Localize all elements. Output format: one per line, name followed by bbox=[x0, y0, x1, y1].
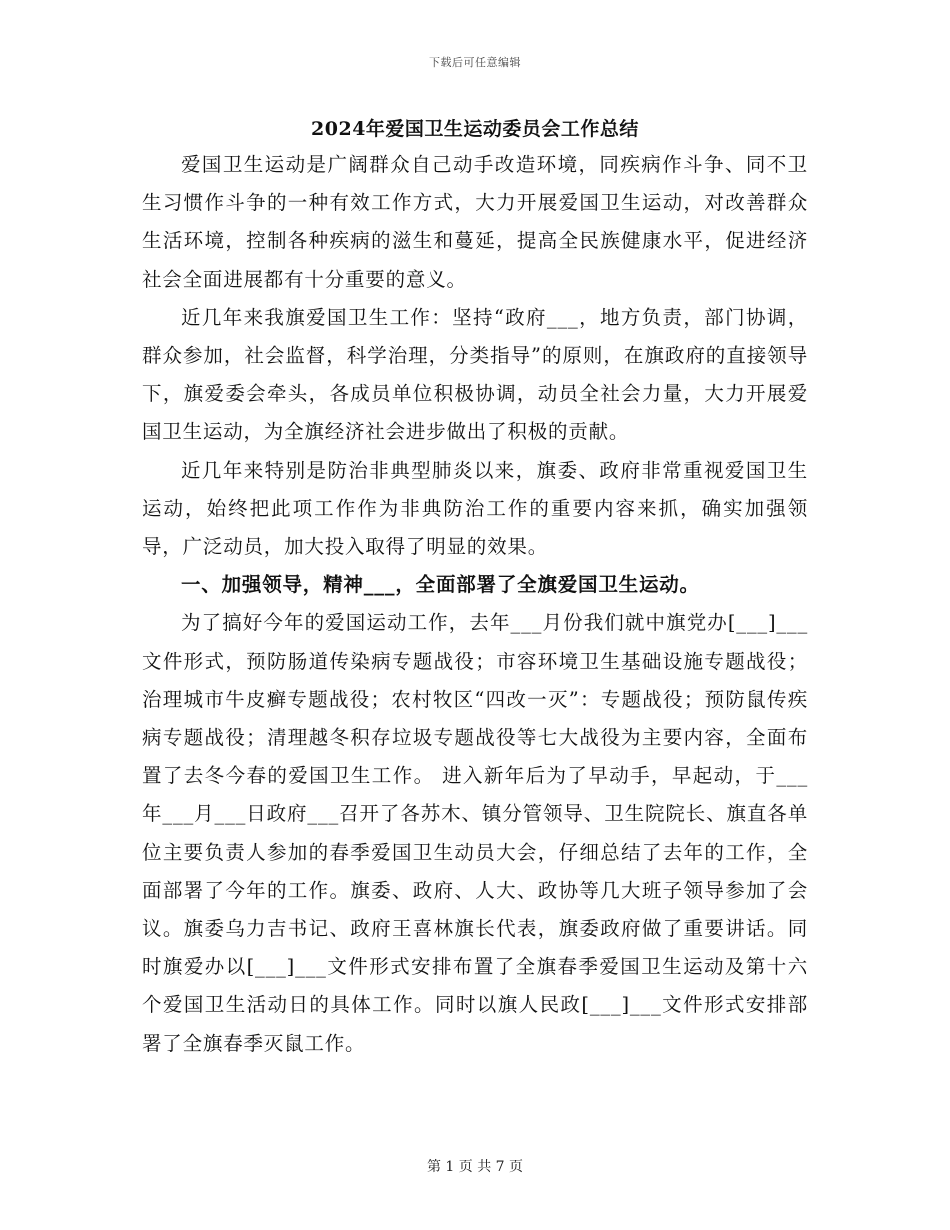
header-note: 下载后可任意编辑 bbox=[429, 56, 521, 69]
section-heading-1: 一、加强领导，精神___，全面部署了全旗爱国卫生运动。 bbox=[181, 573, 700, 597]
document-body bbox=[142, 146, 808, 1063]
paragraph-intro: 爱国卫生运动是广阔群众自己动手改造环境，同疾病作斗争、同不卫生习惯作斗争的一种有效工作方式，大力开展爱国卫生运动，对改善群众生活环境，控制各种疾病的滋生和蔓延，提高全民族健康水平，促进经济社会全面进展都有十分重要的意义。 bbox=[142, 153, 808, 291]
paragraph-principles: 近几年来我旗爱国卫生工作：坚持“政府___，地方负责，部门协调，群众参加，社会监督，科学治理，分类指导”的原则，在旗政府的直接领导下，旗爱委会牵头，各成员单位积极协调，动员全社会力量，大力开展爱国卫生运动，为全旗经济社会进步做出了积极的贡献。 bbox=[142, 305, 808, 444]
document-title: 2024年爱国卫生运动委员会工作总结 bbox=[311, 118, 639, 140]
page-number: 第 1 页 共 7 页 bbox=[426, 1159, 524, 1175]
paragraph-sars: 近几年来特别是防治非典型肺炎以来，旗委、政府非常重视爱国卫生运动，始终把此项工作作为非典防治工作的重要内容来抓，确实加强领导，广泛动员，加大投入取得了明显的效果。 bbox=[142, 458, 808, 559]
paragraph-campaigns: 为了搞好今年的爱国运动工作，去年___月份我们就中旗党办[___]___文件形式，预防肠道传染病专题战役；市容环境卫生基础设施专题战役；治理城市牛皮癣专题战役；农村牧区“四改一灭”：专题战役；预防鼠传疾病专题战役；清理越冬积存垃圾专题战役等七大战役为主要内容，全面布置了去冬今春的爱国卫生工作。 进入新年后为了早动手，早起动，于___年___月___日政府___召开了各苏木、镇分管领导、卫生院院长、旗直各单位主要负责人参加的春季爱国卫生动员大会，仔细总结了去年的工作，全面部署了今年的工作。旗委、政府、人大、政协等几大班子领导参加了会议。旗委乌力吉书记、政府王喜林旗长代表，旗委政府做了重要讲话。同时旗爱办以[___]___文件形式安排布置了全旗春季爱国卫生运动及第十六个爱国卫生活动日的具体工作。同时以旗人民政[___]___文件形式安排部署了全旗春季灭鼠工作。 bbox=[142, 611, 808, 1055]
